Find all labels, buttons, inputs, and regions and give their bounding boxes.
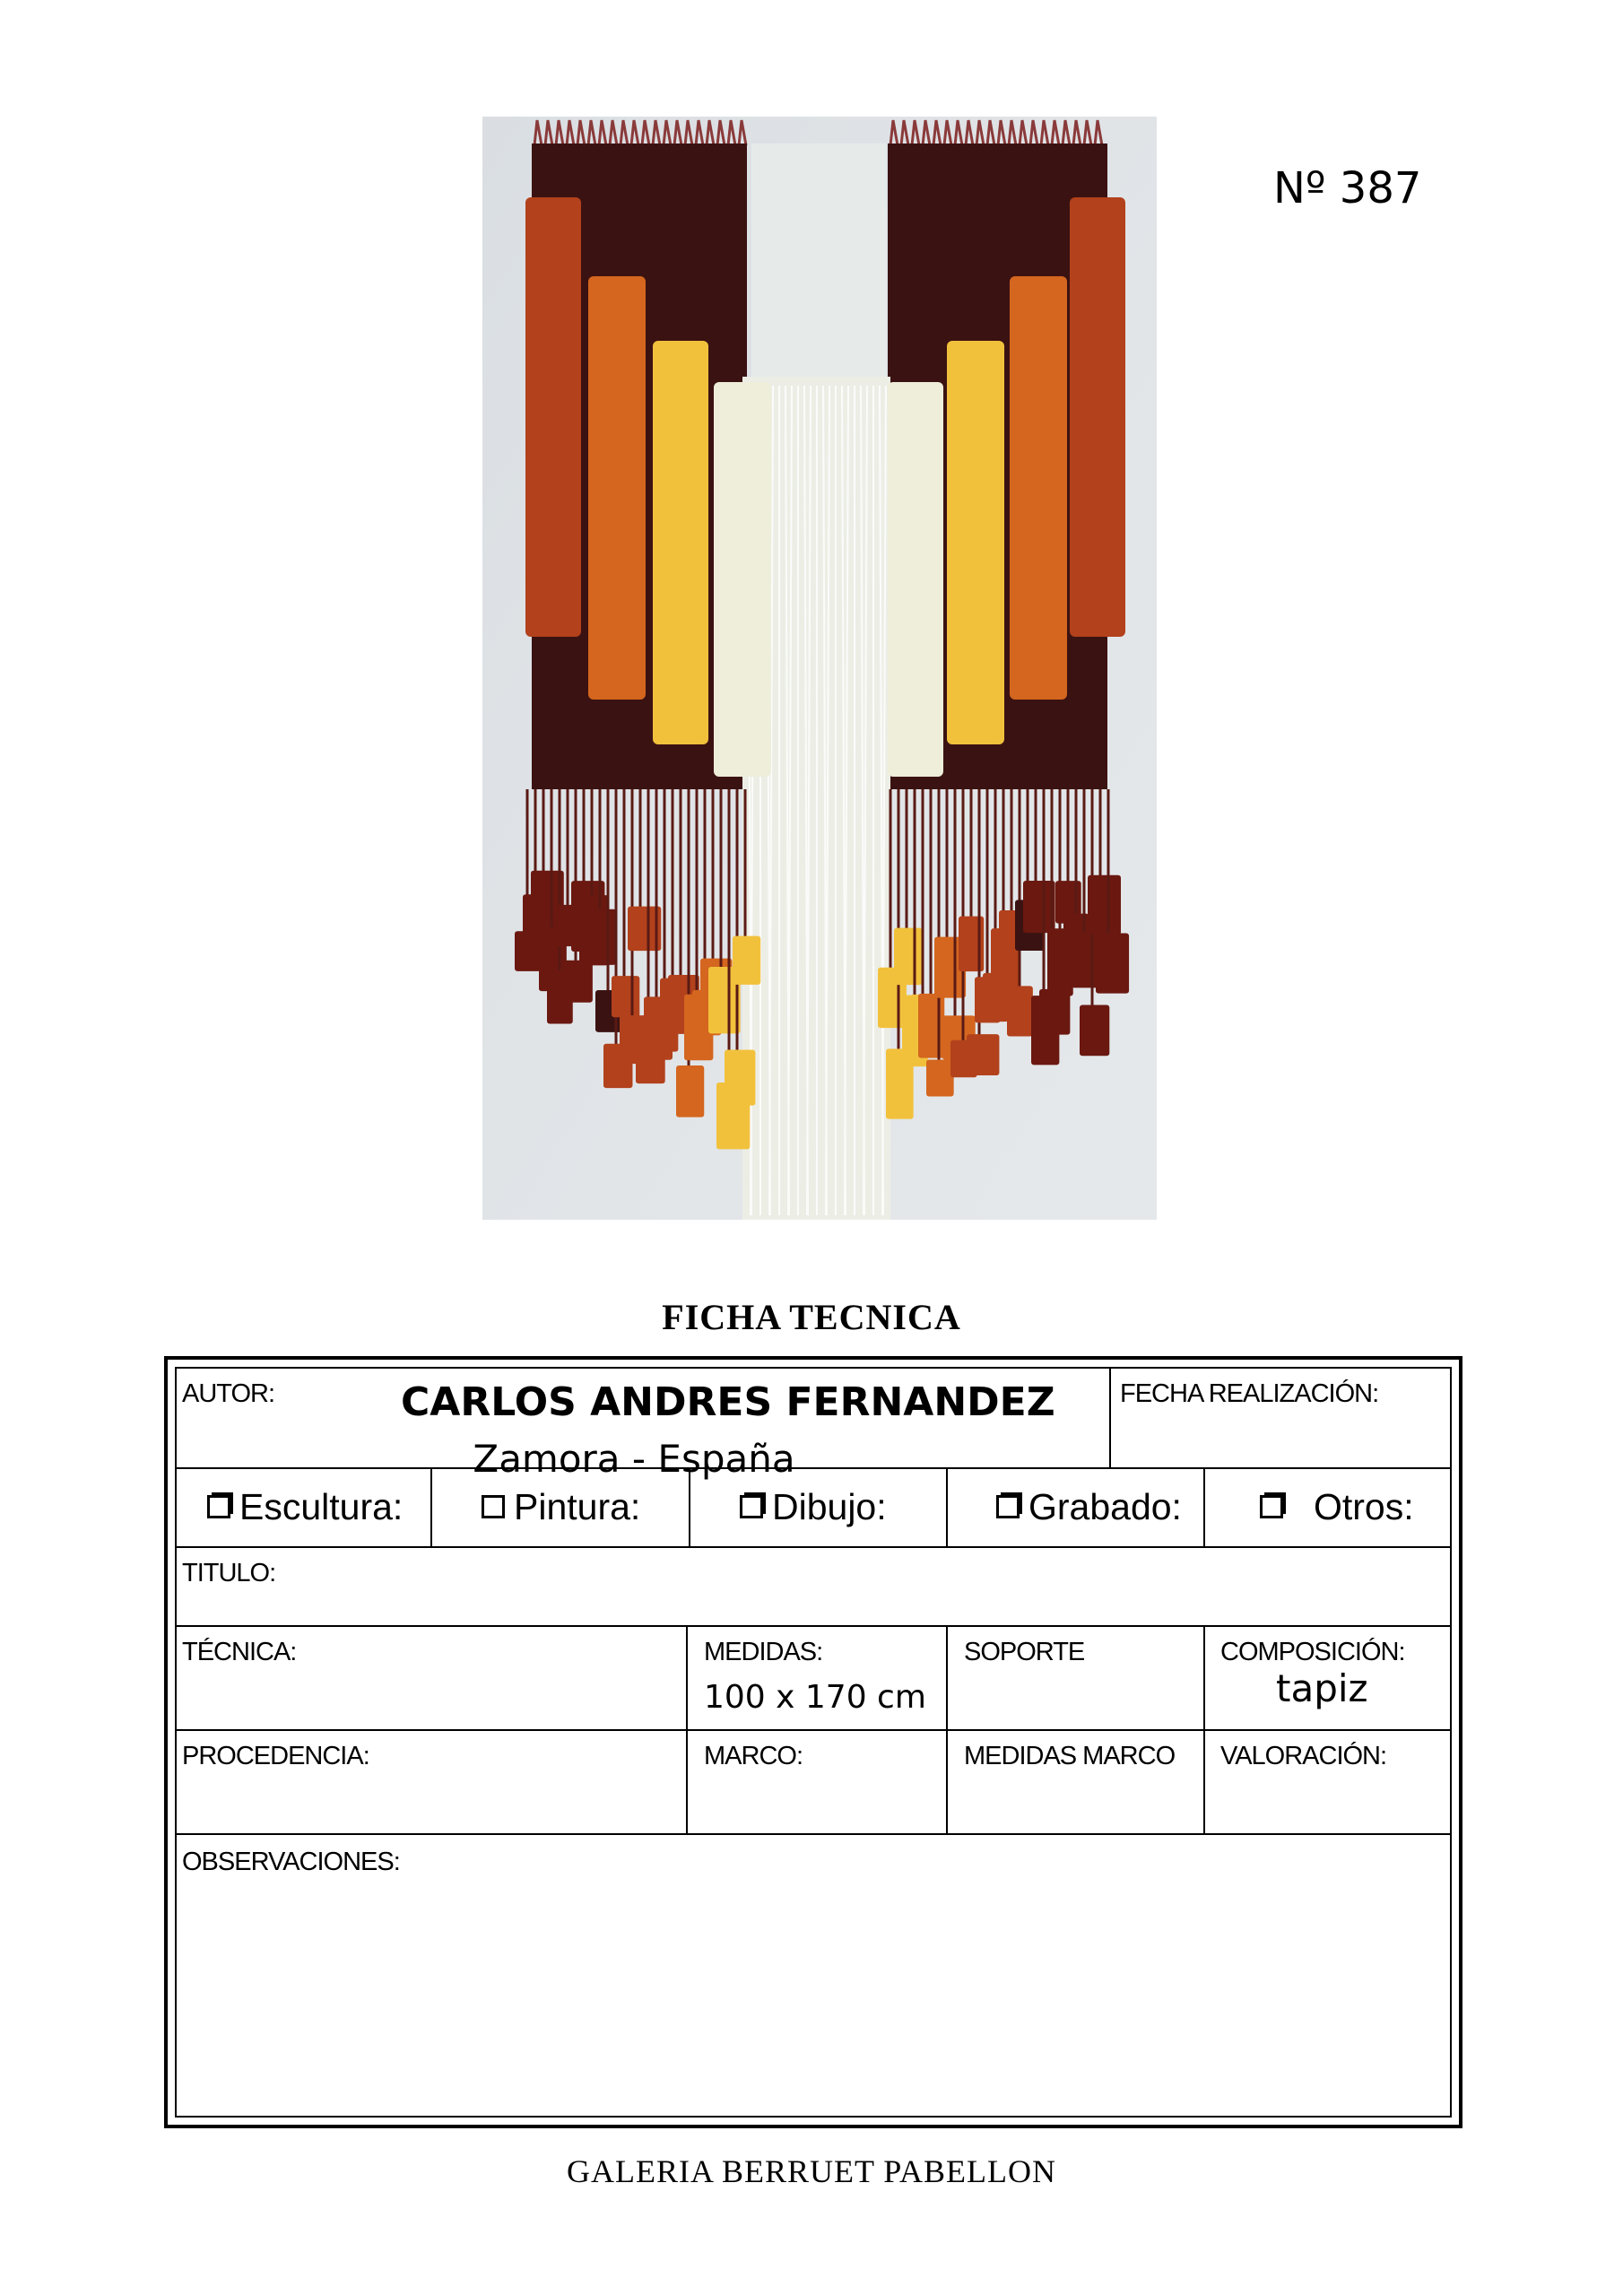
medidas-label: MEDIDAS: [704, 1638, 823, 1666]
gallery-footer: GALERIA BERRUET PABELLON [566, 2153, 1057, 2189]
category-label: Pintura: [514, 1485, 641, 1527]
checkbox-icon [207, 1495, 230, 1518]
observaciones-label: OBSERVACIONES: [182, 1848, 400, 1876]
tecnica-label: TÉCNICA: [182, 1638, 297, 1666]
composicion-value: tapiz [1276, 1666, 1368, 1710]
category-label: Dibujo: [772, 1485, 887, 1527]
category-label: Otros: [1314, 1485, 1414, 1527]
valoracion-label: VALORACIÓN: [1220, 1742, 1387, 1770]
composicion-label: COMPOSICIÓN: [1220, 1638, 1405, 1666]
category-pintura-checkbox[interactable] [482, 1469, 640, 1544]
author-label: AUTOR: [182, 1379, 275, 1408]
document-number: Nº 387 [1273, 163, 1422, 213]
medidas-marco-label: MEDIDAS MARCO [964, 1742, 1176, 1770]
tapestry-artwork-image [482, 117, 1157, 1220]
medidas-value: 100 x 170 cm [704, 1679, 926, 1716]
checkbox-icon [482, 1495, 505, 1518]
author-place: Zamora - España [473, 1437, 795, 1481]
fecha-realizacion-label: FECHA REALIZACIÓN: [1120, 1379, 1379, 1408]
author-name: CARLOS ANDRES FERNANDEZ [401, 1379, 1055, 1425]
category-otros-checkbox[interactable] [1260, 1469, 1414, 1544]
soporte-label: SOPORTE [964, 1638, 1085, 1666]
checkbox-icon [996, 1495, 1020, 1518]
titulo-label: TITULO: [182, 1559, 276, 1587]
category-label: Escultura: [239, 1485, 404, 1527]
sheet-title: FICHA TECNICA [662, 1297, 961, 1337]
category-grabado-checkbox[interactable] [996, 1469, 1182, 1544]
checkbox-icon [740, 1495, 763, 1518]
category-dibujo-checkbox[interactable] [740, 1469, 887, 1544]
checkbox-icon [1260, 1495, 1283, 1518]
category-escultura-checkbox[interactable] [207, 1469, 403, 1544]
technical-sheet-form [164, 1356, 1462, 2128]
procedencia-label: PROCEDENCIA: [182, 1742, 369, 1770]
marco-label: MARCO: [704, 1742, 803, 1770]
category-label: Grabado: [1028, 1485, 1182, 1527]
